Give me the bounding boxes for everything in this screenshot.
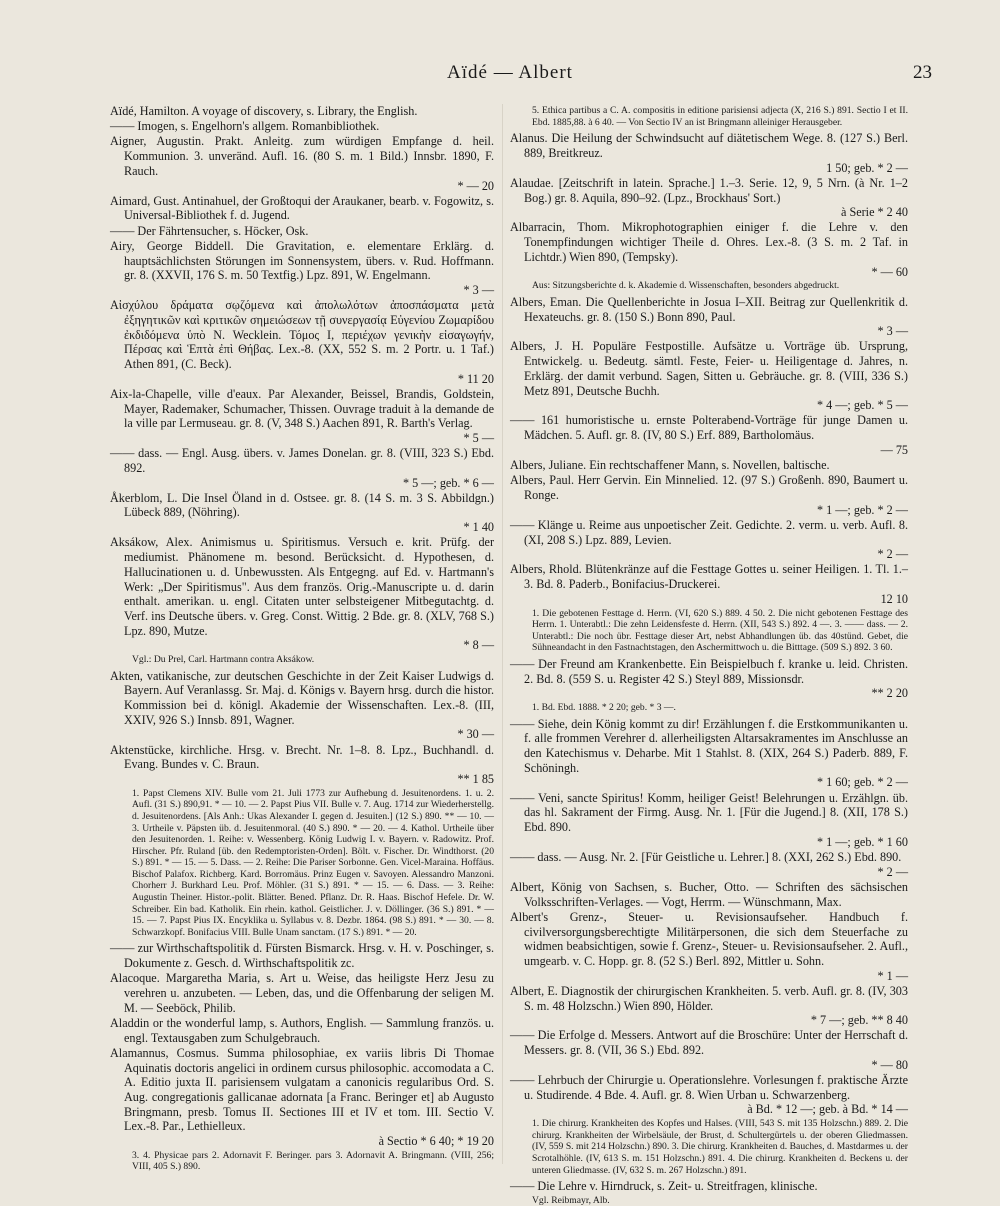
entry-price: * — 20 [457,178,494,193]
entry-text: —— Die Lehre v. Hirndruck, s. Zeit- u. Streitfragen, klinische. [510,1179,818,1194]
bibliography-entry [110,669,494,743]
entry-text: Albers, J. H. Populäre Festpostille. Aufsätze u. Vorträge üb. Ursprung, Entwickelg. u. Bedeutg. sämtl. Feste, Feier- u. Heiligentage d. Jahres, n. Erklärg. der damit verbund. Sagen, Sitten u. Gebräuche. gr. 8. (VIII, 336 S.) Metz 891, Deutsche Buchh. [510,339,908,398]
entry-text: Aix-la-Chapelle, ville d'eaux. Par Alexander, Beissel, Brandis, Goldstein, Mayer, Rademaker, Schumacher, Thissen. Ouvrage traduit à la demande de la ville par Lermuseau. gr. 8. (V, 348 S.) Aachen 891, R. Barth's Verlag. [110,386,494,431]
bibliography-entry [110,298,494,386]
entry-text: Albers, Eman. Die Quellenberichte in Josua I–XII. Beitrag zur Quellenkritik d. Hexateuchs. gr. 8. (150 S.) Bonn 890, Paul. [510,294,908,324]
bibliography-entry [510,295,908,339]
entry-text: —— 161 humoristische u. ernste Polterabend-Vorträge für junge Damen u. Mädchen. 5. Aufl. gr. 8. (IV, 80 S.) Erf. 889, Bartholomäus. [510,413,908,443]
entry-note: Vgl.: Du Prel, Carl. Hartmann contra Aksákow. [132,654,315,666]
entry-text: —— zur Wirthschaftspolitik d. Fürsten Bismarck. Hrsg. v. H. v. Poschinger, s. Dokumente z. Gesch. d. Wirthschaftspolitik zc. [110,941,494,971]
bibliography-entry [110,194,494,223]
entry-text: Albers, Rhold. Blütenkränze auf die Festtage Gottes u. seiner Heiligen. 1. Tl. 1.–3. Bd. 8. Paderb., Bonifacius-Druckerei. [510,562,908,592]
entry-price: * 4 —; geb. * 5 — [816,398,908,413]
entry-text: Aïdé, Hamilton. A voyage of discovery, s. Library, the English. [110,104,418,118]
entry-text: Aigner, Augustin. Prakt. Anleitg. zum würdigen Empfange d. heil. Kommunion. 3. unveränd. Aufl. 16. (80 S. m. 1 Bild.) Innsbr. 1890, F. Rauch. [110,134,494,178]
entry-text: Albert, König von Sachsen, s. Bucher, Otto. — Schriften des sächsischen Volksschriften-Verlages. — Vogt, Herrm. — Wünschmann, Max. [510,879,908,909]
entry-price: à Serie * 2 40 [840,205,908,220]
bibliography-entry [110,971,494,1015]
entry-text: Aimard, Gust. Antinahuel, der Großtoqui der Araukaner, bearb. v. Fogowitz, s. Universal-Bibliothek f. d. Jugend. [110,193,494,223]
entry-text: —— Siehe, dein König kommt zu dir! Erzählungen f. die Erstkommunikanten u. f. alle frommen Verehrer d. allerheiligsten Altarsakramentes im Anschlusse an den Katechismus v. Deharbe. Mit 1 Stahlst. 8. (XIX, 264 S.) Paderb. 889, F. Schöningh. [510,716,908,775]
bibliography-entry [110,1016,494,1045]
bibliography-entry [510,791,908,850]
entry-text: Alanus. Die Heilung der Schwindsucht auf diätetischem Wege. 8. (127 S.) Berl. 889, Breitkreuz. [510,131,908,160]
entry-text: Albert, E. Diagnostik der chirurgischen Krankheiten. 5. verb. Aufl. gr. 8. (IV, 303 S. m. 48 Holzschn.) Wien 890, Hölder. [510,983,908,1013]
entry-price: * 2 — [877,547,908,562]
bibliography-entry [510,984,908,1028]
column-gutter [502,104,503,1164]
entry-price: * 11 20 [457,371,494,386]
entry-price: * 2 — [877,864,908,879]
bibliography-entry [110,941,494,970]
bibliography-entry [110,119,494,134]
entry-price: * 3 — [463,282,494,297]
bibliography-entry [510,131,908,175]
entry-text: Albers, Paul. Herr Gervin. Ein Minnelied. 12. (97 S.) Großenh. 890, Baumert u. Ronge. [510,473,908,502]
bibliography-entry [110,535,494,653]
entry-price: * 5 — [463,430,494,445]
entry-text: —— Veni, sancte Spiritus! Komm, heiliger Geist! Belehrungen u. Erzählgn. üb. das hl. Sakrament der Firmg. Ausg. Nr. 1. [Für die Jugend.] 8. (XII, 178 S.) Ebd. 890. [510,790,908,835]
bibliography-entry [110,491,494,535]
running-title: Aïdé — Albert [447,62,573,83]
bibliography-entry [110,104,494,119]
entry-text: —— dass. — Ausg. Nr. 2. [Für Geistliche u. Lehrer.] 8. (XXI, 262 S.) Ebd. 890. [510,849,902,864]
bibliography-entry [510,657,908,701]
entry-text: —— Klänge u. Reime aus unpoetischer Zeit. Gedichte. 2. verm. u. verb. Aufl. 8. (XI, 208 S.) Lpz. 889, Levien. [510,517,908,547]
bibliography-entry [110,239,494,298]
bibliography-entry [510,1179,908,1194]
entry-price: * 1 —; geb. * 2 — [816,502,908,517]
bibliography-entry [510,339,908,413]
entry-text: Alaudae. [Zeitschrift in latein. Sprache.] 1.–3. Serie. 12, 9, 5 Nrn. (à Nr. 1–2 Bog.) gr. 8. Aquila, 890–92. (Lpz., Brockhaus' Sort.) [510,175,908,205]
entry-price: à Sectio * 6 40; * 19 20 [378,1134,494,1149]
entry-price: * 5 —; geb. * 6 — [402,475,494,490]
bibliography-entry [110,1046,494,1149]
entry-price: 1 50; geb. * 2 — [826,160,908,175]
entry-price: * 1 —; geb. * 1 60 [816,834,908,849]
entry-note: Aus: Sitzungsberichte d. k. Akademie d. Wissenschaften, besonders abgedruckt. [532,280,840,292]
bibliography-entry [510,850,908,879]
bibliography-entry [110,743,494,787]
entry-text: Albarracin, Thom. Mikrophotographien einiger f. die Lehre v. den Tonempfindungen wichtiger Theile d. Ohres. Lex.-8. (3 S. m. 2 Taf. in Lichtdr.) Wien 890, (Tempsky). [510,220,908,264]
entry-text: Albers, Juliane. Ein rechtschaffener Mann, s. Novellen, baltische. [510,458,830,473]
entry-note: 1. Die chirurg. Krankheiten des Kopfes und Halses. (VIII, 543 S. mit 135 Holzschn.) 889. 2. Die chirurg. Krankheiten der Wirbelsäule, der Brust, d. Schultergürtels u. der oberen Gliedmassen. (IV, 559 S. mit 214 Holzschn.) 890. 3. Die chirurg. Krankheiten d. Bauches, d. Mastdarmes u. der Scrotalhöhle. (IV, 613 S. m. 151 Holzschn.) 891. 4. Die chirurg. Krankheiten d. Beckens u. der unteren Gliedmasse. (IV, 632 S. m. 267 Holzschn.) 891. [532,1118,908,1176]
entry-price: * 8 — [463,638,494,653]
bibliography-entry [110,446,494,490]
entry-price: à Bd. * 12 —; geb. à Bd. * 14 — [747,1102,908,1117]
bibliography-entry [510,880,908,909]
entry-price: * 1 — [877,968,908,983]
page-header [110,62,932,88]
bibliography-entry [510,1028,908,1072]
entry-price: * — 60 [871,264,908,279]
entry-text: Alacoque. Margaretha Maria, s. Art u. Weise, das heiligste Herz Jesu zu verehren u. anzubeten. — Leben, das, und die Offenbarung der seligen M. M. — Seeböck, Philib. [110,971,494,1015]
entry-text: Akten, vatikanische, zur deutschen Geschichte in der Zeit Kaiser Ludwigs d. Bayern. Auf Veranlassg. Sr. Maj. d. Königs v. Bayern hrsg. durch die histor. Kommission bei d. königl. Akademie der Wissenschaften. Lex.-8. (III, XXIV, 926 S.) Innsb. 891, Wagner. [110,668,494,727]
entry-price: ** 2 20 [871,686,908,701]
entry-price: 12 10 [880,591,908,606]
entry-text: —— Lehrbuch der Chirurgie u. Operationslehre. Vorlesungen f. praktische Ärzte u. Studirende. 4 Bde. 4. Aufl. gr. 8. Wien Urban u. Schwarzenberg. [510,1073,908,1102]
right-column [510,104,908,1206]
entry-note: 5. Ethica partibus a C. A. compositis in editione parisiensi adjecta (X, 216 S.) 891. Sectio I et II. Ebd. 1885,88. à 6 40. — Von Sectio IV an ist Bringmann alleiniger Herausgeber. [532,105,908,128]
entry-note: 1. Papst Clemens XIV. Bulle vom 21. Juli 1773 zur Aufhebung d. Jesuitenordens. 1. u. 2. Aufl. (31 S.) 890,91. * — 10. — 2. Papst Pius VII. Bulle v. 7. Aug. 1714 zur Wiederherstellg. d. Jesuitenordens. [Als Anh.: Ukas Alexander I. gegen d. Jesuiten.] (12 S.) 890. ** — 10. — 3. Urtheile v. Päpsten üb. d. Jesuitenmoral. (40 S.) 890. * — 20. — 4. Kathol. Urtheile über den Jesuitenorden. 1. Reihe: v. Wessenberg. König Ludwig I. v. Bayern. v. Radowitz. Prof. Hirscher. Pfr. Ruland [üb. den Redemptoristen-Orden]. Bölt. v. Fischer. Dr. Windthorst. (20 S.) 891. * — 15. — 5. Dass. — 2. Reihe: Die Pariser Sorbonne. Gen. Vicel-Maraina. Hoffäus. Bischof Palafox. Richberg. Kard. Borromäus. Prinz Eugen v. Savoyen. Alessandro Manzoni. Chorherr J. Burkhard Leu. Prof. Möhler. (31 S.) 891. * — 15. — 6. Dass. — 3. Reihe: Augustin Theiner. Histor.-polit. Blätter. Bened. Pflanz. Dr. R. Haas. Bischof Hefele. Dr. W. Schreiber. Ein bad. Katholik. Ein rhein. kathol. Geistlicher. J. v. Döllinger. (36 S.) 891. * — 15. — 7. Papst Pius IX. Encyklika u. Syllabus v. 8. Dezbr. 1864. (98 S.) 891. * — 30. — 8. Schwarzkopf. Bonifacius VIII. Bulle Unam sanctam. (17 S.) 891. * — 20. [132,787,494,938]
entry-text: Aktenstücke, kirchliche. Hrsg. v. Brecht. Nr. 1–8. 8. Lpz., Buchhandl. d. Evang. Bundes v. C. Braun. [110,742,494,772]
left-column [110,104,494,1173]
entry-note: 1. Bd. Ebd. 1888. * 2 20; geb. * 3 —. [532,702,676,714]
entry-note: 3. 4. Physicae pars 2. Adornavit F. Beringer. pars 3. Adornavit A. Bringmann. (VIII, 256; VIII, 405 S.) 890. [132,1149,494,1173]
bibliography-entry [510,562,908,606]
entry-price: * 3 — [877,324,908,339]
bibliography-entry [510,717,908,791]
entry-text: Αἰσχύλου δράματα σῳζόμενα καὶ ἀπολωλότων ἀποσπάσματα μετὰ ἐξηγητικῶν καὶ κριτικῶν σημειώσεων τῇ συνεργασίᾳ Εὐγενίου Ζωμαρίδου ἐκδιδόμενα ὑπὸ N. Wecklein. Τόμος I, περιέχων γενικὴν εἰσαγωγήν, Πέρσας καὶ Ἑπτὰ ἐπὶ Θήβας. Lex.-8. (XX, 552 S. m. 2 Portr. u. 1 Taf.) Athen 891, (C. Beck). [110,298,494,371]
entry-note: 1. Die gebotenen Festtage d. Herrn. (VI, 620 S.) 889. 4 50. 2. Die nicht gebotenen Festtage des Herrn. 1. Unterabtl.: Die zehn Leidensfeste d. Herrn. (XII, 543 S.) 892. 4 —. 3. —— dass. — 2. Unterabtl.: Die noch übr. Festtage dieser Art, nebst Abhandlungen üb. das 40stünd. Gebet, die Sühneandacht in den Fastnachtstagen, den Aschermittwoch u. die Bitttage. (509 S.) 892. 3 60. [532,607,908,654]
entry-text: Aladdin or the wonderful lamp, s. Authors, English. — Sammlung französ. u. engl. Textausgaben zum Schulgebrauch. [110,1015,494,1045]
entry-text: —— Der Freund am Krankenbette. Ein Beispielbuch f. kranke u. leid. Christen. 2. Bd. 8. (559 S. u. Register 42 S.) Steyl 889, Missionsdr. [510,656,908,686]
entry-text: Alamannus, Cosmus. Summa philosophiae, ex variis libris Di Thomae Aquinatis doctoris angelici in ordinem cursus philosophic. accomodata a C. A. Editio juxta II. parisiensem vulgatam a canonicis regularibus Ord. S. Aug. congregationis gallicanae adornata [a Franc. Beringer et] ab Augusto Bringmann, presb. Tomus II. Sectiones III et IV et tom. III. Sectio V. Lex.-8. Par., Lethielleux. [110,1045,494,1134]
bibliography-entry [510,518,908,562]
entry-text: —— Der Fährtensucher, s. Höcker, Osk. [110,223,309,238]
entry-price: * 1 60; geb. * 2 — [816,775,908,790]
entry-text: Åkerblom, L. Die Insel Öland in d. Ostsee. gr. 8. (14 S. m. 3 S. Abbildgn.) Lübeck 889, (Nöhring). [110,490,494,520]
entry-price: ** 1 85 [457,772,494,787]
entry-price: — 75 [880,442,908,457]
bibliography-entry [510,1073,908,1117]
entry-text: Albert's Grenz-, Steuer- u. Revisionsaufseher. Handbuch f. civilversorgungsberechtigte Militärpersonen, die sich dem Steuerfache zu widmen beabsichtigen, sowie f. Grenz-, Steuer- u. Revisionsaufseher. 2. Aufl., umgearb. v. C. Hopp. gr. 8. (52 S.) Berl. 892, Mittler u. Sohn. [510,909,908,968]
entry-text: —— Die Erfolge d. Messers. Antwort auf die Broschüre: Unter der Herrschaft d. Messers. gr. 8. (VII, 36 S.) Ebd. 892. [510,1028,908,1058]
entry-price: * — 80 [871,1057,908,1072]
entry-text: —— dass. — Engl. Ausg. übers. v. James Donelan. gr. 8. (VIII, 323 S.) Ebd. 892. [110,446,494,475]
bibliography-entry [510,458,908,473]
entry-price: * 7 —; geb. ** 8 40 [810,1013,908,1028]
entry-price: * 1 40 [463,520,494,535]
page-number: 23 [913,62,932,83]
bibliography-entry [110,134,494,193]
bibliography-entry [510,473,908,517]
bibliography-entry [110,224,494,239]
entry-price: * 30 — [457,727,494,742]
entry-text: Aksákow, Alex. Animismus u. Spiritismus. Versuch e. krit. Prüfg. der mediumist. Phänomene m. besond. Berücksicht. d. Hypothesen, d. Hallucinationen u. d. Unbewussten. Als Entgegng. auf Ed. v. Hartmann's Werk: „Der Spiritismus". Aus dem französ. Orig.-Manuscripte u. d. darin enthalt. amerikan. u. engl. Citaten unter selbsteigener Mitbegutachtg. d. Verf. ins Deutsche übers. v. Greg. Const. Wittig. 2 Bde. gr. 8. (XLV, 768 S.) Lpz. 890, Mutze. [110,535,494,638]
bibliography-entry [510,220,908,279]
bibliography-entry [510,910,908,984]
bibliography-entry [510,413,908,457]
entry-text: —— Imogen, s. Engelhorn's allgem. Romanbibliothek. [110,119,380,134]
entry-text: Airy, George Biddell. Die Gravitation, e. elementare Erklärg. d. hauptsächlichsten Störungen im Sonnensystem, übers. v. Rud. Hoffmann. gr. 8. (XXVII, 176 S. m. 50 Textfig.) Lpz. 891, W. Engelmann. [110,238,494,283]
bibliography-entry [510,176,908,220]
entry-note: Vgl. Reibmayr, Alb. [532,1194,610,1206]
bibliography-entry [110,387,494,446]
